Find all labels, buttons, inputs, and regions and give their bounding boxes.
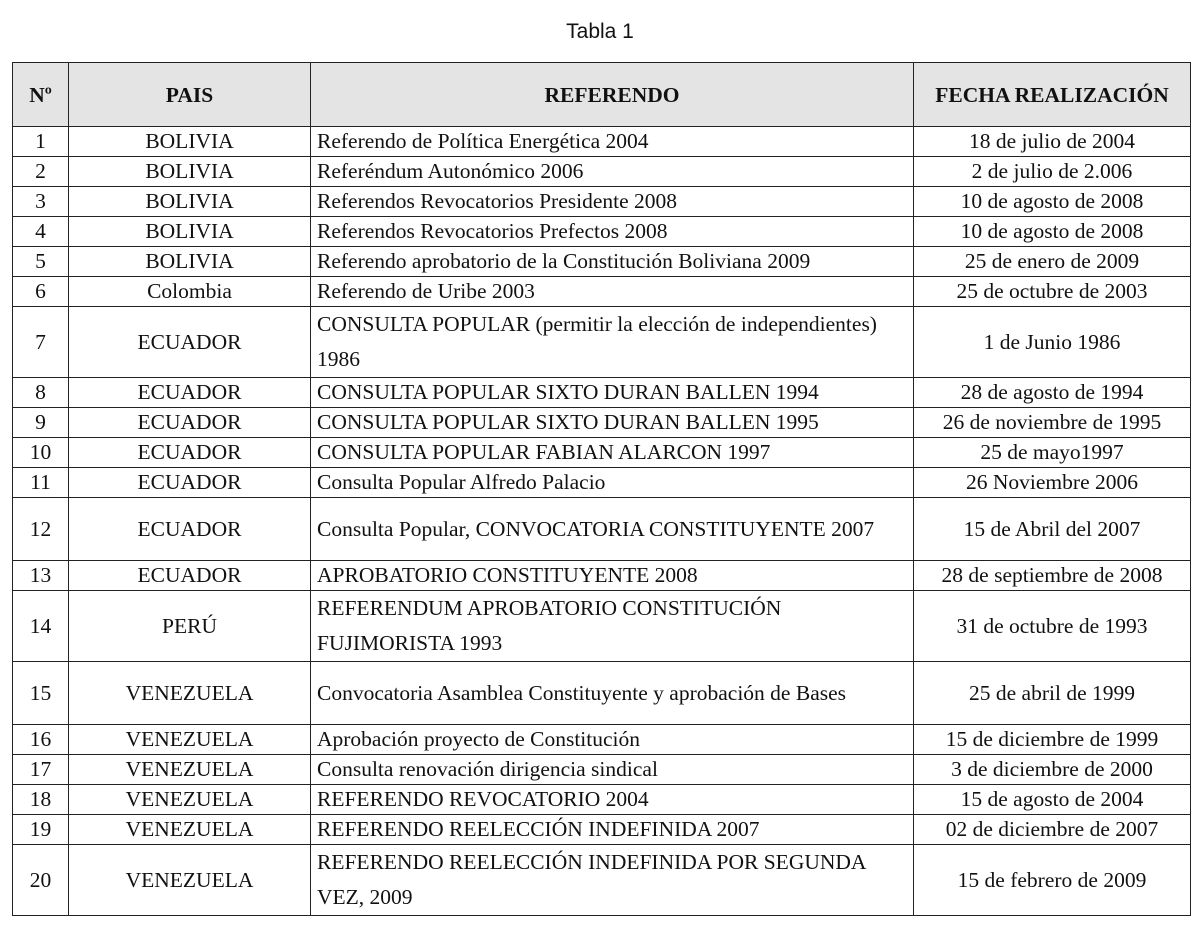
table-row (13, 277, 1191, 307)
cell-pais: ECUADOR (69, 498, 311, 561)
cell-pais: BOLIVIA (69, 217, 311, 247)
cell-pais: VENEZUELA (69, 845, 311, 916)
cell-pais: ECUADOR (69, 561, 311, 591)
cell-num: 9 (13, 408, 69, 438)
cell-num: 12 (13, 498, 69, 561)
cell-num: 19 (13, 815, 69, 845)
cell-pais: VENEZUELA (69, 662, 311, 725)
cell-referendo: Consulta renovación dirigencia sindical (311, 755, 914, 785)
cell-num: 6 (13, 277, 69, 307)
cell-pais: BOLIVIA (69, 187, 311, 217)
table-row (13, 217, 1191, 247)
cell-num: 18 (13, 785, 69, 815)
cell-fecha: 10 de agosto de 2008 (914, 217, 1191, 247)
cell-referendo: Consulta Popular, CONVOCATORIA CONSTITUYENTE 2007 (311, 498, 914, 561)
table-row (13, 468, 1191, 498)
cell-referendo: Referéndum Autonómico 2006 (311, 157, 914, 187)
cell-pais: ECUADOR (69, 307, 311, 378)
cell-num: 17 (13, 755, 69, 785)
table-row (13, 845, 1191, 916)
table-row (13, 157, 1191, 187)
table-row (13, 438, 1191, 468)
cell-fecha: 18 de julio de 2004 (914, 127, 1191, 157)
cell-referendo: REFERENDO REELECCIÓN INDEFINIDA POR SEGUNDA VEZ, 2009 (311, 845, 914, 916)
cell-referendo: APROBATORIO CONSTITUYENTE 2008 (311, 561, 914, 591)
header-fecha: FECHA REALIZACIÓN (914, 63, 1191, 127)
cell-num: 13 (13, 561, 69, 591)
header-num: Nº (13, 63, 69, 127)
cell-fecha: 02 de diciembre de 2007 (914, 815, 1191, 845)
cell-pais: ECUADOR (69, 378, 311, 408)
table-row (13, 755, 1191, 785)
table-caption: Tabla 1 (566, 20, 634, 43)
cell-fecha: 15 de febrero de 2009 (914, 845, 1191, 916)
cell-fecha: 1 de Junio 1986 (914, 307, 1191, 378)
cell-num: 20 (13, 845, 69, 916)
cell-referendo: CONSULTA POPULAR FABIAN ALARCON 1997 (311, 438, 914, 468)
header-row (13, 63, 1191, 127)
table-row (13, 725, 1191, 755)
table-row (13, 785, 1191, 815)
table-header (13, 63, 1191, 127)
cell-pais: VENEZUELA (69, 755, 311, 785)
cell-num: 10 (13, 438, 69, 468)
table-row (13, 408, 1191, 438)
cell-referendo: REFERENDO REELECCIÓN INDEFINIDA 2007 (311, 815, 914, 845)
table-row (13, 662, 1191, 725)
cell-referendo: Referendo de Uribe 2003 (311, 277, 914, 307)
cell-pais: Colombia (69, 277, 311, 307)
cell-num: 8 (13, 378, 69, 408)
table-row (13, 561, 1191, 591)
cell-fecha: 25 de mayo1997 (914, 438, 1191, 468)
cell-referendo: CONSULTA POPULAR SIXTO DURAN BALLEN 1995 (311, 408, 914, 438)
table-row (13, 498, 1191, 561)
cell-pais: ECUADOR (69, 468, 311, 498)
header-referendo: REFERENDO (311, 63, 914, 127)
cell-pais: VENEZUELA (69, 725, 311, 755)
cell-referendo: Consulta Popular Alfredo Palacio (311, 468, 914, 498)
cell-fecha: 25 de abril de 1999 (914, 662, 1191, 725)
cell-fecha: 31 de octubre de 1993 (914, 591, 1191, 662)
cell-pais: BOLIVIA (69, 127, 311, 157)
cell-referendo: CONSULTA POPULAR (permitir la elección de independientes) 1986 (311, 307, 914, 378)
cell-pais: BOLIVIA (69, 247, 311, 277)
cell-fecha: 10 de agosto de 2008 (914, 187, 1191, 217)
cell-referendo: REFERENDO REVOCATORIO 2004 (311, 785, 914, 815)
table-row (13, 378, 1191, 408)
cell-referendo: Referendos Revocatorios Presidente 2008 (311, 187, 914, 217)
cell-num: 16 (13, 725, 69, 755)
cell-num: 15 (13, 662, 69, 725)
cell-fecha: 15 de Abril del 2007 (914, 498, 1191, 561)
cell-referendo: REFERENDUM APROBATORIO CONSTITUCIÓN FUJIMORISTA 1993 (311, 591, 914, 662)
cell-pais: VENEZUELA (69, 785, 311, 815)
cell-referendo: CONSULTA POPULAR SIXTO DURAN BALLEN 1994 (311, 378, 914, 408)
cell-num: 1 (13, 127, 69, 157)
cell-num: 11 (13, 468, 69, 498)
cell-pais: BOLIVIA (69, 157, 311, 187)
cell-referendo: Referendo aprobatorio de la Constitución Boliviana 2009 (311, 247, 914, 277)
table-row (13, 307, 1191, 378)
cell-pais: VENEZUELA (69, 815, 311, 845)
cell-referendo: Aprobación proyecto de Constitución (311, 725, 914, 755)
referendum-table (12, 62, 1191, 916)
table-row (13, 591, 1191, 662)
table-row (13, 127, 1191, 157)
cell-fecha: 25 de octubre de 2003 (914, 277, 1191, 307)
header-pais: PAIS (69, 63, 311, 127)
cell-num: 4 (13, 217, 69, 247)
cell-fecha: 28 de septiembre de 2008 (914, 561, 1191, 591)
cell-num: 2 (13, 157, 69, 187)
cell-num: 7 (13, 307, 69, 378)
cell-referendo: Referendos Revocatorios Prefectos 2008 (311, 217, 914, 247)
cell-fecha: 25 de enero de 2009 (914, 247, 1191, 277)
cell-num: 14 (13, 591, 69, 662)
table-row (13, 187, 1191, 217)
cell-fecha: 15 de diciembre de 1999 (914, 725, 1191, 755)
cell-referendo: Referendo de Política Energética 2004 (311, 127, 914, 157)
cell-referendo: Convocatoria Asamblea Constituyente y aprobación de Bases (311, 662, 914, 725)
table-row (13, 247, 1191, 277)
cell-pais: PERÚ (69, 591, 311, 662)
cell-pais: ECUADOR (69, 408, 311, 438)
table-body (13, 127, 1191, 916)
cell-fecha: 26 Noviembre 2006 (914, 468, 1191, 498)
cell-num: 3 (13, 187, 69, 217)
cell-fecha: 28 de agosto de 1994 (914, 378, 1191, 408)
cell-num: 5 (13, 247, 69, 277)
cell-fecha: 2 de julio de 2.006 (914, 157, 1191, 187)
cell-fecha: 3 de diciembre de 2000 (914, 755, 1191, 785)
table-row (13, 815, 1191, 845)
cell-fecha: 26 de noviembre de 1995 (914, 408, 1191, 438)
cell-fecha: 15 de agosto de 2004 (914, 785, 1191, 815)
cell-pais: ECUADOR (69, 438, 311, 468)
